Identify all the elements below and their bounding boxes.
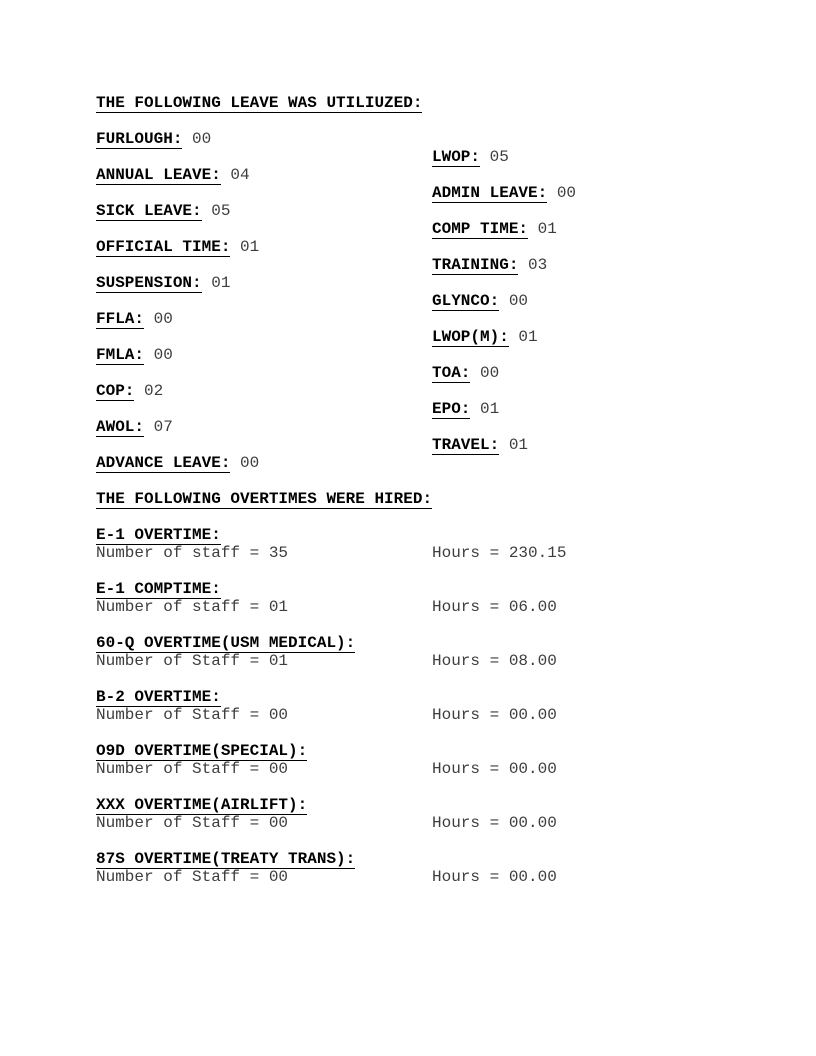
- leave-label: SICK LEAVE:: [96, 202, 202, 220]
- leave-section-title: [96, 94, 816, 112]
- hours-line: Hours = 00.00: [432, 814, 557, 832]
- leave-label: GLYNCO:: [432, 292, 500, 310]
- hours-line: Hours = 08.00: [432, 652, 557, 670]
- leave-label: TRAINING:: [432, 256, 519, 274]
- leave-label: COP:: [96, 382, 135, 400]
- hours-line: Hours = 00.00: [432, 760, 557, 778]
- overtime-title-text: XXX OVERTIME(AIRLIFT):: [96, 796, 308, 814]
- overtime-title-text: 87S OVERTIME(TREATY TRANS):: [96, 850, 356, 868]
- leave-label: ADVANCE LEAVE:: [96, 454, 231, 472]
- leave-label: EPO:: [432, 400, 471, 418]
- overtime-block-o9d-special: [96, 742, 816, 778]
- staff-count-line: Number of Staff = 00: [96, 868, 289, 886]
- overtime-detail: [96, 544, 816, 562]
- leave-value: 00: [192, 130, 212, 148]
- overtime-title: [96, 634, 816, 652]
- overtime-title: [96, 850, 816, 868]
- leave-value: 00: [153, 346, 173, 364]
- overtime-title: [96, 742, 816, 760]
- overtime-block-e1-overtime: [96, 526, 816, 562]
- leave-value: 05: [211, 202, 231, 220]
- leave-value: 00: [480, 364, 500, 382]
- leave-label: FMLA:: [96, 346, 145, 364]
- leave-right-column: [432, 148, 576, 472]
- leave-value: 05: [489, 148, 509, 166]
- leave-item-toa: [432, 364, 576, 382]
- hours-line: Hours = 00.00: [432, 868, 557, 886]
- leave-item-training: [432, 256, 576, 274]
- leave-value: 00: [556, 184, 577, 202]
- leave-value: 01: [508, 436, 529, 454]
- overtime-title-text: E-1 COMPTIME:: [96, 580, 221, 598]
- leave-section: [96, 94, 816, 472]
- leave-label: LWOP:: [432, 148, 481, 166]
- overtime-section-title-text: THE FOLLOWING OVERTIMES WERE HIRED:: [96, 490, 433, 508]
- overtime-section-title: [96, 490, 816, 508]
- leave-item-admin-leave: [432, 184, 576, 202]
- overtime-detail: [96, 706, 816, 724]
- leave-item-travel: [432, 436, 576, 454]
- leave-value: 02: [144, 382, 164, 400]
- hours-line: Hours = 06.00: [432, 598, 557, 616]
- overtime-title-text: 60-Q OVERTIME(USM MEDICAL):: [96, 634, 356, 652]
- leave-label: SUSPENSION:: [96, 274, 202, 292]
- leave-label: OFFICIAL TIME:: [96, 238, 231, 256]
- overtime-block-60q-usm-medical: [96, 634, 816, 670]
- leave-item-comp-time: [432, 220, 576, 238]
- overtime-title-text: B-2 OVERTIME:: [96, 688, 221, 706]
- leave-value: 00: [153, 310, 173, 328]
- overtime-title: [96, 526, 816, 544]
- overtime-title: [96, 796, 816, 814]
- staff-count-line: Number of staff = 01: [96, 598, 289, 616]
- leave-label: ANNUAL LEAVE:: [96, 166, 221, 184]
- leave-value: 00: [508, 292, 529, 310]
- leave-value: 00: [240, 454, 260, 472]
- leave-label: COMP TIME:: [432, 220, 529, 238]
- leave-item-furlough: [96, 130, 816, 148]
- staff-count-line: Number of Staff = 00: [96, 760, 289, 778]
- leave-value: 01: [518, 328, 538, 346]
- overtime-title-text: O9D OVERTIME(SPECIAL):: [96, 742, 308, 760]
- staff-count-line: Number of Staff = 01: [96, 652, 289, 670]
- overtime-block-xxx-airlift: [96, 796, 816, 832]
- leave-value: 07: [153, 418, 173, 436]
- overtime-title: [96, 688, 816, 706]
- overtime-detail: [96, 814, 816, 832]
- overtime-detail: [96, 652, 816, 670]
- overtime-block-b2-overtime: [96, 688, 816, 724]
- leave-item-lwop: [432, 148, 576, 166]
- leave-label: AWOL:: [96, 418, 145, 436]
- leave-value: 04: [230, 166, 250, 184]
- staff-count-line: Number of Staff = 00: [96, 706, 289, 724]
- overtime-detail: [96, 760, 816, 778]
- leave-label: LWOP(M):: [432, 328, 509, 346]
- leave-value: 01: [537, 220, 557, 238]
- leave-value: 03: [528, 256, 548, 274]
- overtime-block-87s-treaty-trans: [96, 850, 816, 886]
- staff-count-line: Number of Staff = 00: [96, 814, 289, 832]
- leave-item-lwop-m: [432, 328, 576, 346]
- leave-label: TRAVEL:: [432, 436, 500, 454]
- overtime-detail: [96, 868, 816, 886]
- hours-line: Hours = 230.15: [432, 544, 567, 562]
- overtime-block-e1-comptime: [96, 580, 816, 616]
- overtime-title: [96, 580, 816, 598]
- leave-label: FURLOUGH:: [96, 130, 183, 148]
- leave-label: TOA:: [432, 364, 471, 382]
- leave-value: 01: [211, 274, 231, 292]
- hours-line: Hours = 00.00: [432, 706, 557, 724]
- leave-value: 01: [240, 238, 260, 256]
- leave-item-epo: [432, 400, 576, 418]
- overtime-detail: [96, 598, 816, 616]
- staff-count-line: Number of staff = 35: [96, 544, 289, 562]
- leave-item-glynco: [432, 292, 576, 310]
- overtime-title-text: E-1 OVERTIME:: [96, 526, 221, 544]
- leave-label: ADMIN LEAVE:: [432, 184, 548, 202]
- leave-label: FFLA:: [96, 310, 145, 328]
- leave-section-title-text: THE FOLLOWING LEAVE WAS UTILIUZED:: [96, 94, 423, 112]
- leave-value: 01: [480, 400, 500, 418]
- overtime-section: [96, 490, 816, 886]
